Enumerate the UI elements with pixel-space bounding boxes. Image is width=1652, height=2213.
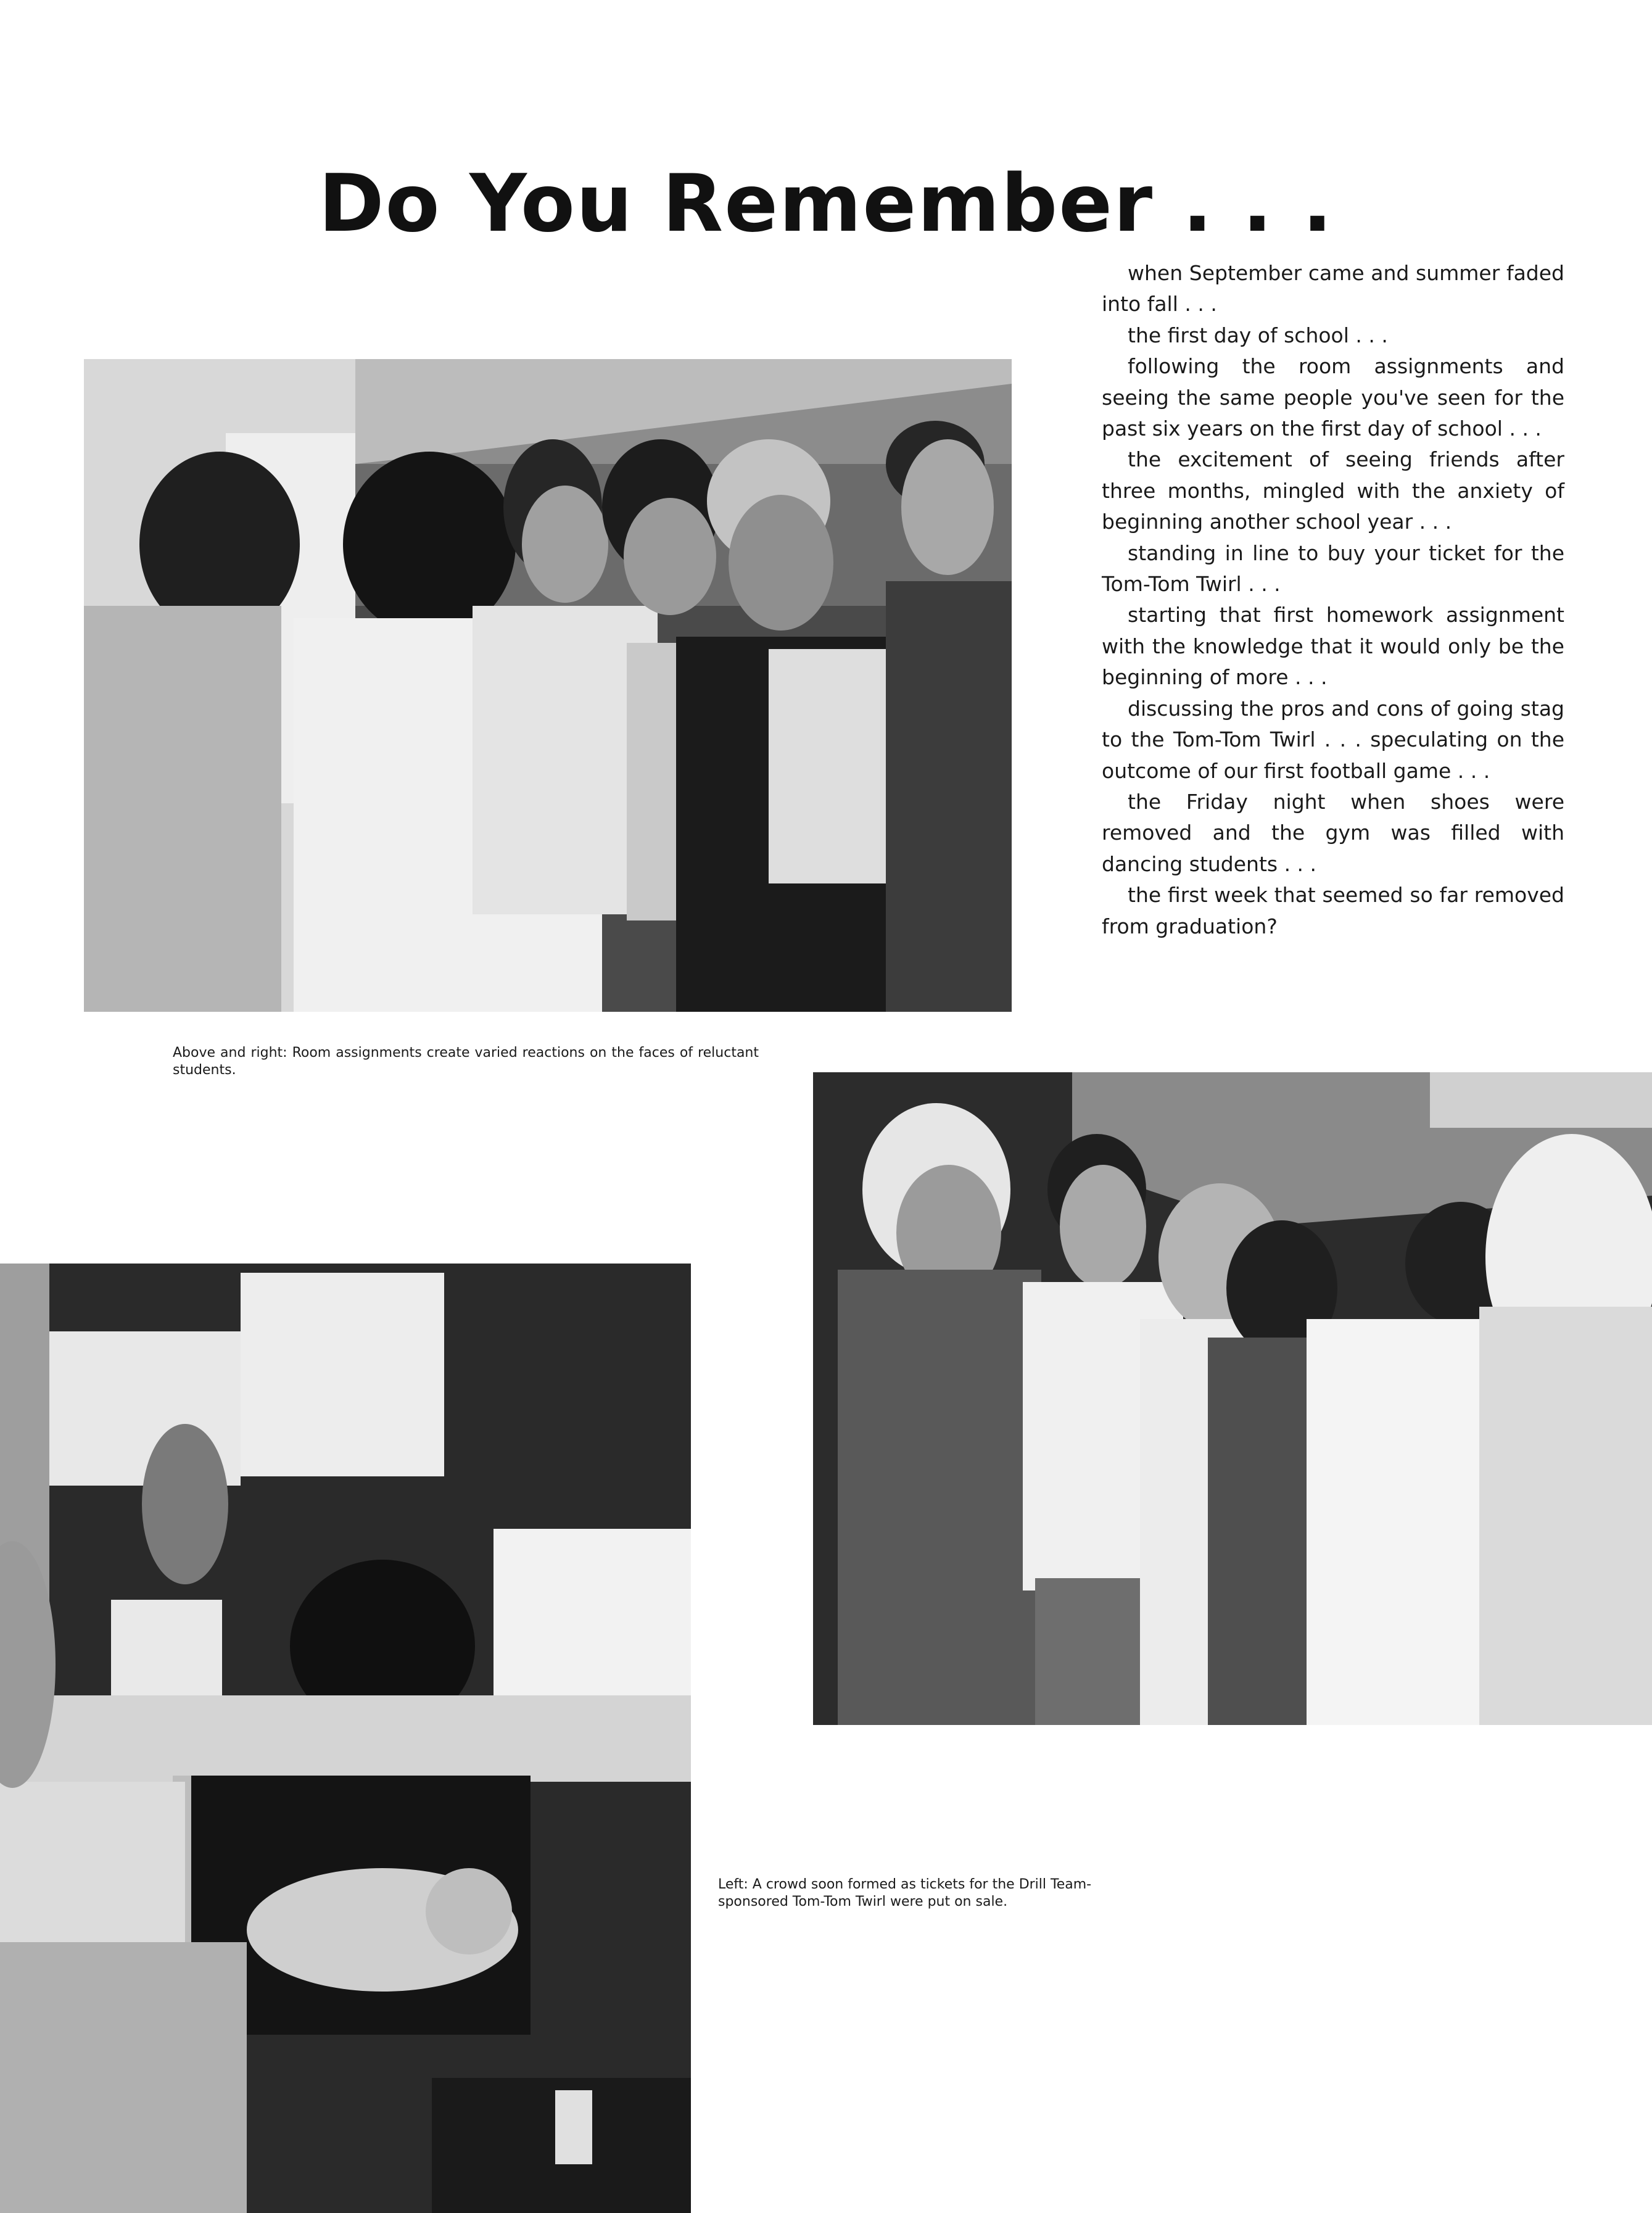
caption-bottom: Left: A crowd soon formed as tickets for the Drill Team-sponsored Tom-Tom Twirl were put on sale. (718, 1877, 1092, 1909)
poem-text (1102, 258, 1564, 942)
photo-students-in-line-image (813, 1072, 1652, 1725)
poem-line: when September came and summer faded into fall . . . (1102, 261, 1564, 316)
poem-line: starting that first homework assignment with the knowledge that it would only be the beginning of more . . . (1102, 603, 1564, 690)
poem-line: the Friday night when shoes were removed and the gym was filled with dancing students . . . (1102, 789, 1564, 876)
photo-ticket-window-image (0, 1264, 691, 2213)
caption-top: Above and right: Room assignments create varied reactions on the faces of reluctant students. (173, 1045, 759, 1078)
poem-line: discussing the pros and cons of going stag to the Tom-Tom Twirl . . . speculating on the outcome of our first football game . . . (1102, 696, 1564, 783)
photo-room-assignments-image (84, 359, 1012, 1012)
poem-line: the first day of school . . . (1128, 323, 1388, 347)
poem-line: the excitement of seeing friends after three months, mingled with the anxiety of beginning another school year . . . (1102, 447, 1564, 534)
photo-ticket-window (0, 1264, 691, 2213)
poem-line: following the room assignments and seeing the same people you've seen for the past six years on the first day of school . . . (1102, 354, 1564, 441)
poem-line: standing in line to buy your ticket for the Tom-Tom Twirl . . . (1102, 540, 1564, 597)
page-title: Do You Remember . . . (318, 157, 1334, 250)
poem-line: the first week that seemed so far removed from graduation? (1102, 883, 1564, 938)
photo-room-assignments (84, 359, 1012, 1012)
photo-students-in-line (813, 1072, 1652, 1725)
